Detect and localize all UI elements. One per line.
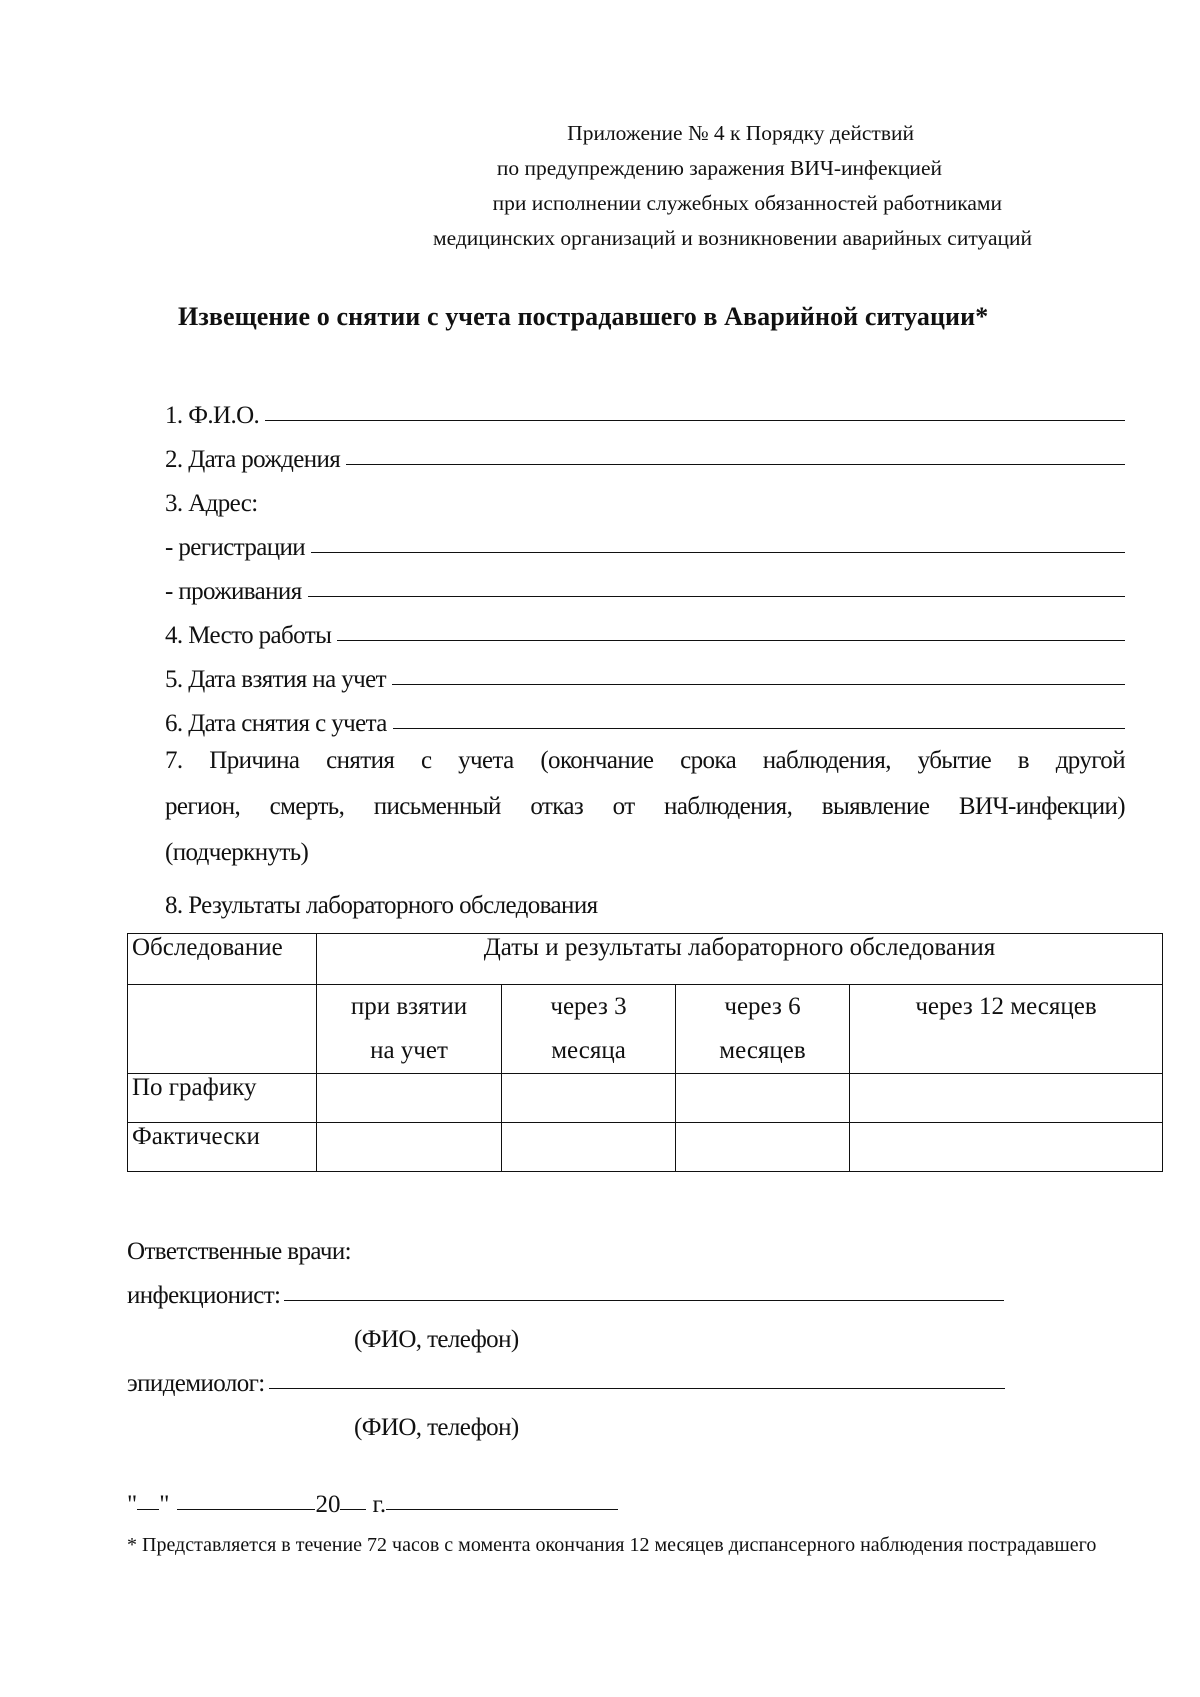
year-suffix: г. <box>372 1491 387 1518</box>
infectionist-row <box>127 1266 1127 1310</box>
fio-row <box>165 386 1125 430</box>
document-title: Извещение о снятии с учета пострадавшего в Аварийной ситуации* <box>178 302 989 331</box>
period-12-months-line-1: через 12 месяцев <box>915 993 1097 1020</box>
header-line-4: медицинских организаций и возникновении аварийных ситуаций <box>432 226 1032 250</box>
patient-form <box>165 386 1125 920</box>
exam-column-header: Обследование <box>128 934 317 985</box>
period-6-months <box>676 985 850 1074</box>
scheduled-at-registration-cell[interactable] <box>317 1074 502 1123</box>
footnote: * Представляется в течение 72 часов с момента окончания 12 месяцев диспансерного наблюдения пострадавшего <box>127 1534 1097 1556</box>
period-at-registration <box>317 985 502 1074</box>
lab-results-table <box>127 933 1163 1172</box>
date-close-quote: " <box>159 1491 170 1518</box>
infectionist-hint: (ФИО, телефон) <box>354 1326 519 1353</box>
birth-date-field[interactable] <box>346 464 1125 465</box>
fio-field[interactable] <box>265 420 1125 421</box>
registration-address-row <box>165 518 1125 562</box>
address-label: 3. Адрес: <box>165 490 258 517</box>
period-at-registration-line-2: на учет <box>370 1037 448 1064</box>
workplace-label: 4. Место работы <box>165 622 332 649</box>
workplace-field[interactable] <box>337 640 1125 641</box>
year-field[interactable] <box>340 1509 366 1510</box>
signature-field[interactable] <box>386 1509 618 1510</box>
period-3-months-line-1: через 3 <box>550 993 627 1020</box>
signatures-block <box>127 1222 1127 1442</box>
period-at-registration-line-1: при взятии <box>350 993 468 1020</box>
registration-date-row <box>165 650 1125 694</box>
epidemiologist-row <box>127 1354 1127 1398</box>
responsible-doctors-heading: Ответственные врачи: <box>127 1238 351 1265</box>
reason-line-3: (подчеркнуть) <box>165 839 309 866</box>
month-field[interactable] <box>177 1509 315 1510</box>
year-prefix: 20 <box>315 1491 341 1518</box>
header-line-3: при исполнении служебных обязанностей работниками <box>492 191 1002 215</box>
table-periods-row <box>128 985 1163 1074</box>
period-6-months-line-1: через 6 <box>724 993 801 1020</box>
actual-3-months-cell[interactable] <box>502 1123 676 1172</box>
epidemiologist-field[interactable] <box>269 1388 1005 1389</box>
actual-12-months-cell[interactable] <box>850 1123 1163 1172</box>
birth-date-row <box>165 430 1125 474</box>
date-line <box>127 1475 618 1519</box>
scheduled-6-months-cell[interactable] <box>676 1074 850 1123</box>
day-field[interactable] <box>137 1509 159 1510</box>
table-row <box>128 1074 1163 1123</box>
appendix-header <box>312 116 1032 256</box>
deregistration-date-label: 6. Дата снятия с учета <box>165 710 387 737</box>
row-label-scheduled: По графику <box>128 1074 317 1123</box>
registration-date-label: 5. Дата взятия на учет <box>165 666 386 693</box>
actual-at-registration-cell[interactable] <box>317 1123 502 1172</box>
row-label-actual: Фактически <box>128 1123 317 1172</box>
date-open-quote: " <box>127 1491 138 1518</box>
dates-results-header: Даты и результаты лабораторного обследования <box>317 934 1163 985</box>
period-3-months <box>502 985 676 1074</box>
residence-address-field[interactable] <box>308 596 1125 597</box>
registration-address-field[interactable] <box>311 552 1125 553</box>
lab-results-label: 8. Результаты лабораторного обследования <box>165 892 598 919</box>
period-6-months-line-2: месяцев <box>719 1037 806 1064</box>
registration-date-field[interactable] <box>392 684 1125 685</box>
deregistration-date-field[interactable] <box>393 728 1125 729</box>
reason-paragraph <box>165 738 1125 876</box>
empty-cell <box>128 985 317 1074</box>
residence-address-row <box>165 562 1125 606</box>
residence-address-label: - проживания <box>165 578 302 605</box>
header-line-1: Приложение № 4 к Порядку действий <box>567 121 914 145</box>
epidemiologist-label: эпидемиолог: <box>127 1370 265 1397</box>
infectionist-field[interactable] <box>284 1300 1004 1301</box>
table-header-row <box>128 934 1163 985</box>
scheduled-12-months-cell[interactable] <box>850 1074 1163 1123</box>
fio-label: 1. Ф.И.О. <box>165 402 260 429</box>
scheduled-3-months-cell[interactable] <box>502 1074 676 1123</box>
deregistration-date-row <box>165 694 1125 738</box>
infectionist-label: инфекционист: <box>127 1282 281 1309</box>
header-line-2: по предупреждению заражения ВИЧ-инфекцией <box>496 156 942 180</box>
period-3-months-line-2: месяца <box>551 1037 626 1064</box>
table-row <box>128 1123 1163 1172</box>
reason-line-2: регион, смерть, письменный отказ от наблюдения, выявление ВИЧ-инфекции) <box>165 793 1125 820</box>
epidemiologist-hint: (ФИО, телефон) <box>354 1414 519 1441</box>
workplace-row <box>165 606 1125 650</box>
birth-date-label: 2. Дата рождения <box>165 446 341 473</box>
registration-address-label: - регистрации <box>165 534 306 561</box>
reason-line-1: 7. Причина снятия с учета (окончание срока наблюдения, убытие в другой <box>165 747 1125 774</box>
actual-6-months-cell[interactable] <box>676 1123 850 1172</box>
address-row <box>165 474 1125 518</box>
period-12-months <box>850 985 1163 1074</box>
